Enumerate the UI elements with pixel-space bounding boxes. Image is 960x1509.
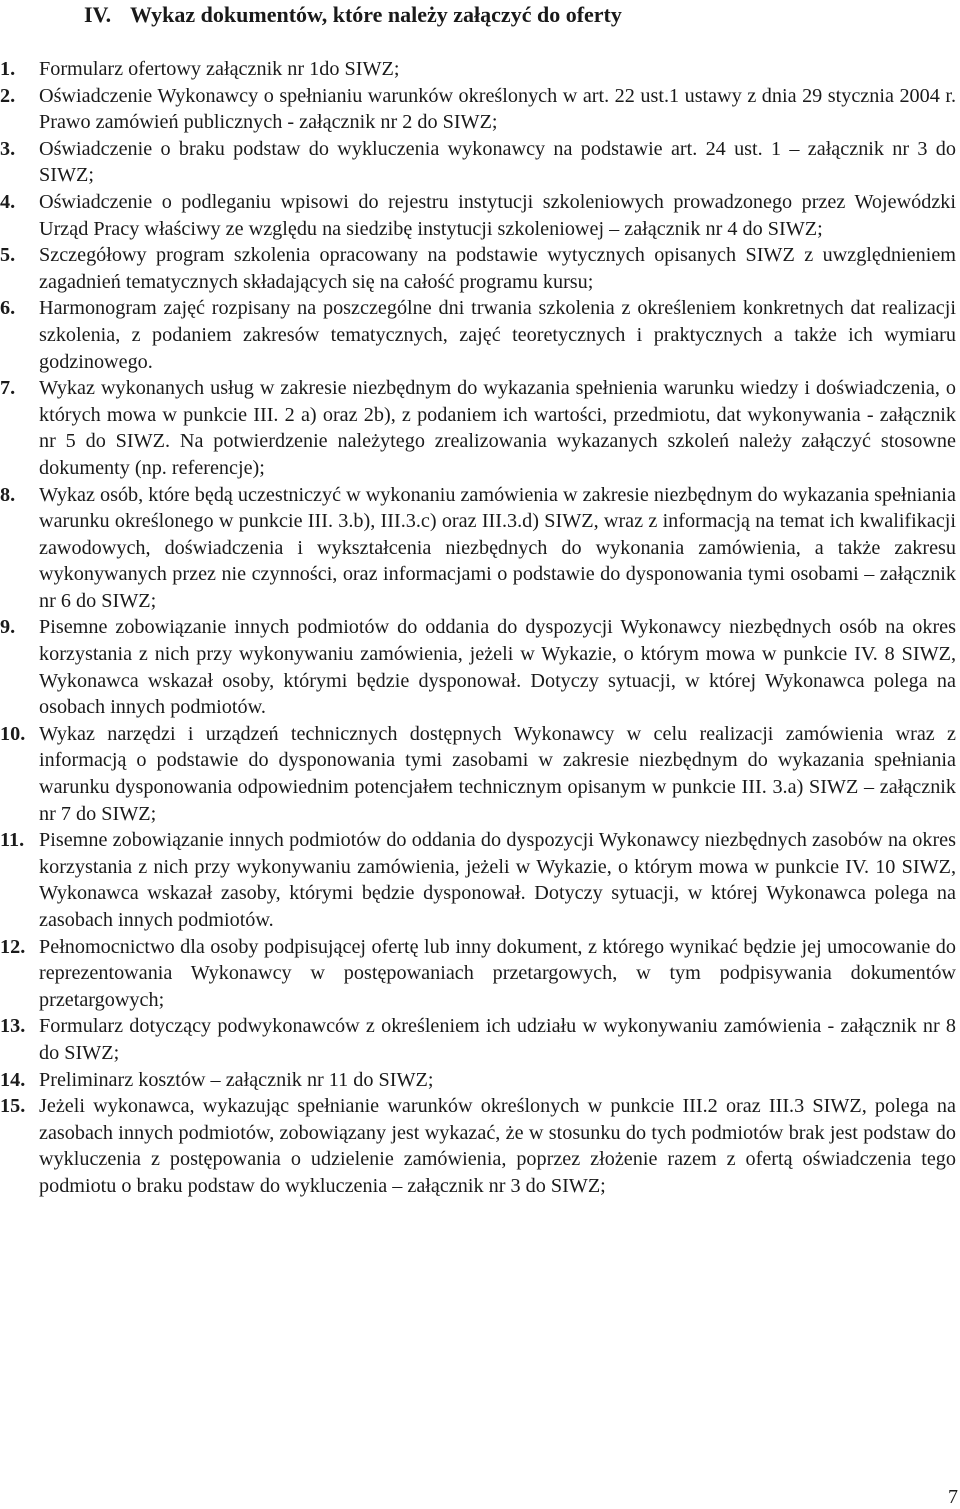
list-item-text: Pisemne zobowiązanie innych podmiotów do oddania do dyspozycji Wykonawcy niezbędnych osób na okres korzystania z nich przy wykonywaniu zamówienia, jeżeli w Wykazie, o którym mowa w punkcie IV. 8 SIWZ, Wykonawca wskazał osoby, którymi będzie dysponował. Dotyczy sytuacji, w której Wykonawca polega na osobach innych podmiotów. xyxy=(39,616,956,719)
list-item-number: 2. xyxy=(0,84,16,107)
list-item-number: 5. xyxy=(0,244,16,267)
list-item xyxy=(0,242,956,295)
list-item-text: Pełnomocnictwo dla osoby podpisującej ofertę lub inny dokument, z którego wynikać będzie jej umocowanie do reprezentowania Wykonawcy w postępowaniach przetargowych, w tym podpisywania dokumentów przetargowych; xyxy=(39,935,956,1011)
list-item-number: 3. xyxy=(0,137,16,160)
list-item xyxy=(0,934,956,1014)
list-item-number: 4. xyxy=(0,190,16,213)
list-item xyxy=(0,189,956,242)
list-item-text: Wykaz narzędzi i urządzeń technicznych dostępnych Wykonawcy w celu realizacji zamówienia wraz z informacją o podstawie do dysponowania tymi zasobami w zakresie niezbędnym do wykazania spełniania warunku dysponowania odpowiednim potencjałem technicznym opisanym w punkcie III. 3.a) SIWZ – załącznik nr 7 do SIWZ; xyxy=(39,722,956,825)
list-item xyxy=(0,482,956,615)
page-number: 7 xyxy=(948,1486,958,1508)
list-item-number: 12. xyxy=(0,935,26,958)
list-item-number: 8. xyxy=(0,483,16,506)
list-item-text: Formularz ofertowy załącznik nr 1do SIWZ; xyxy=(39,58,400,80)
list-item-number: 6. xyxy=(0,297,16,320)
list-item-text: Preliminarz kosztów – załącznik nr 11 do SIWZ; xyxy=(39,1068,434,1091)
list-item-number: 14. xyxy=(0,1068,26,1091)
list-item-text: Harmonogram zajęć rozpisany na poszczególne dni trwania szkolenia z określeniem konkretnych dat realizacji szkolenia, z podaniem zakresów tematycznych, zajęć teoretycznych i praktycznych a także ich wymiaru godzinowego. xyxy=(39,297,956,373)
section-heading xyxy=(84,1,622,29)
list-item xyxy=(0,1067,956,1094)
list-item xyxy=(0,1093,956,1199)
list-item xyxy=(0,295,956,375)
list-item-text: Oświadczenie o braku podstaw do wykluczenia wykonawcy na podstawie art. 24 ust. 1 – załącznik nr 3 do SIWZ; xyxy=(39,137,956,187)
list-item xyxy=(0,1013,956,1066)
list-item-text: Formularz dotyczący podwykonawców z określeniem ich udziału w wykonywaniu zamówienia - załącznik nr 8 do SIWZ; xyxy=(39,1015,956,1064)
list-item-number: 7. xyxy=(0,377,16,400)
list-item xyxy=(0,827,956,933)
list-item-text: Jeżeli wykonawca, wykazując spełnianie warunków określonych w punkcie III.2 oraz III.3 SIWZ, polega na zasobach innych podmiotów, zobowiązany jest wykazać, że w stosunku do tych podmiotów brak jest podstaw do wykluczenia z postępowania o udzielenie zamówienia, poprzez złożenie razem z ofertą oświadczenia tego podmiotu o braku podstaw do wykluczenia – załącznik nr 3 do SIWZ; xyxy=(39,1095,956,1197)
list-item-number: 15. xyxy=(0,1095,26,1118)
list-item-text: Pisemne zobowiązanie innych podmiotów do oddania do dyspozycji Wykonawcy niezbędnych zasobów na okres korzystania z nich przy wykonywaniu zamówienia, jeżeli w Wykazie, o którym mowa w punkcie IV. 10 SIWZ, Wykonawca wskazał zasoby, którymi będzie dysponował. Dotyczy sytuacji, w której Wykonawca polega na zasobach innych podmiotów. xyxy=(39,829,956,931)
list-item-number: 13. xyxy=(0,1015,26,1038)
section-title: Wykaz dokumentów, które należy załączyć do oferty xyxy=(130,2,622,27)
list-item xyxy=(0,56,956,83)
documents-list xyxy=(0,56,956,1200)
list-item-text: Szczegółowy program szkolenia opracowany na podstawie wytycznych opisanych SIWZ z uwzględnieniem zagadnień tematycznych składających się na całość programu kursu; xyxy=(39,244,956,293)
list-item-text: Oświadczenie o podleganiu wpisowi do rejestru instytucji szkoleniowych prowadzonego przez Wojewódzki Urząd Pracy właściwy ze względu na siedzibę instytucji szkoleniowej – załącznik nr 4 do SIWZ; xyxy=(39,190,956,240)
list-item xyxy=(0,83,956,136)
list-item-number: 10. xyxy=(0,722,26,745)
list-item-text: Wykaz osób, które będą uczestniczyć w wykonaniu zamówienia w zakresie niezbędnym do wykazania spełniania warunku określonego w punkcie III. 3.b), III.3.c) oraz III.3.d) SIWZ, wraz z informacją na temat ich kwalifikacji zawodowych, doświadczenia i wykształcenia niezbędnych do wykonania zamówienia, a także zakresu wykonywanych przez nie czynności, oraz informacjami o podstawie do dysponowania tymi osobami – załącznik nr 6 do SIWZ; xyxy=(39,483,956,612)
list-item-number: 11. xyxy=(0,829,25,852)
list-item xyxy=(0,614,956,720)
list-item-number: 1. xyxy=(0,58,16,80)
list-item-number: 9. xyxy=(0,616,16,639)
section-number: IV. xyxy=(84,2,112,27)
list-item xyxy=(0,721,956,827)
list-item xyxy=(0,375,956,481)
list-item-text: Wykaz wykonanych usług w zakresie niezbędnym do wykazania spełnienia warunku wiedzy i doświadczenia, o których mowa w punkcie III. 2 a) oraz 2b), z podaniem ich wartości, przedmiotu, dat wykonywania - załącznik nr 5 do SIWZ. Na potwierdzenie należytego zrealizowania wykazanych szkoleń należy załączyć stosowne dokumenty (np. referencje); xyxy=(39,377,956,479)
list-item xyxy=(0,136,956,189)
list-item-text: Oświadczenie Wykonawcy o spełnianiu warunków określonych w art. 22 ust.1 ustawy z dnia 29 stycznia 2004 r. Prawo zamówień publicznych - załącznik nr 2 do SIWZ; xyxy=(39,84,956,134)
